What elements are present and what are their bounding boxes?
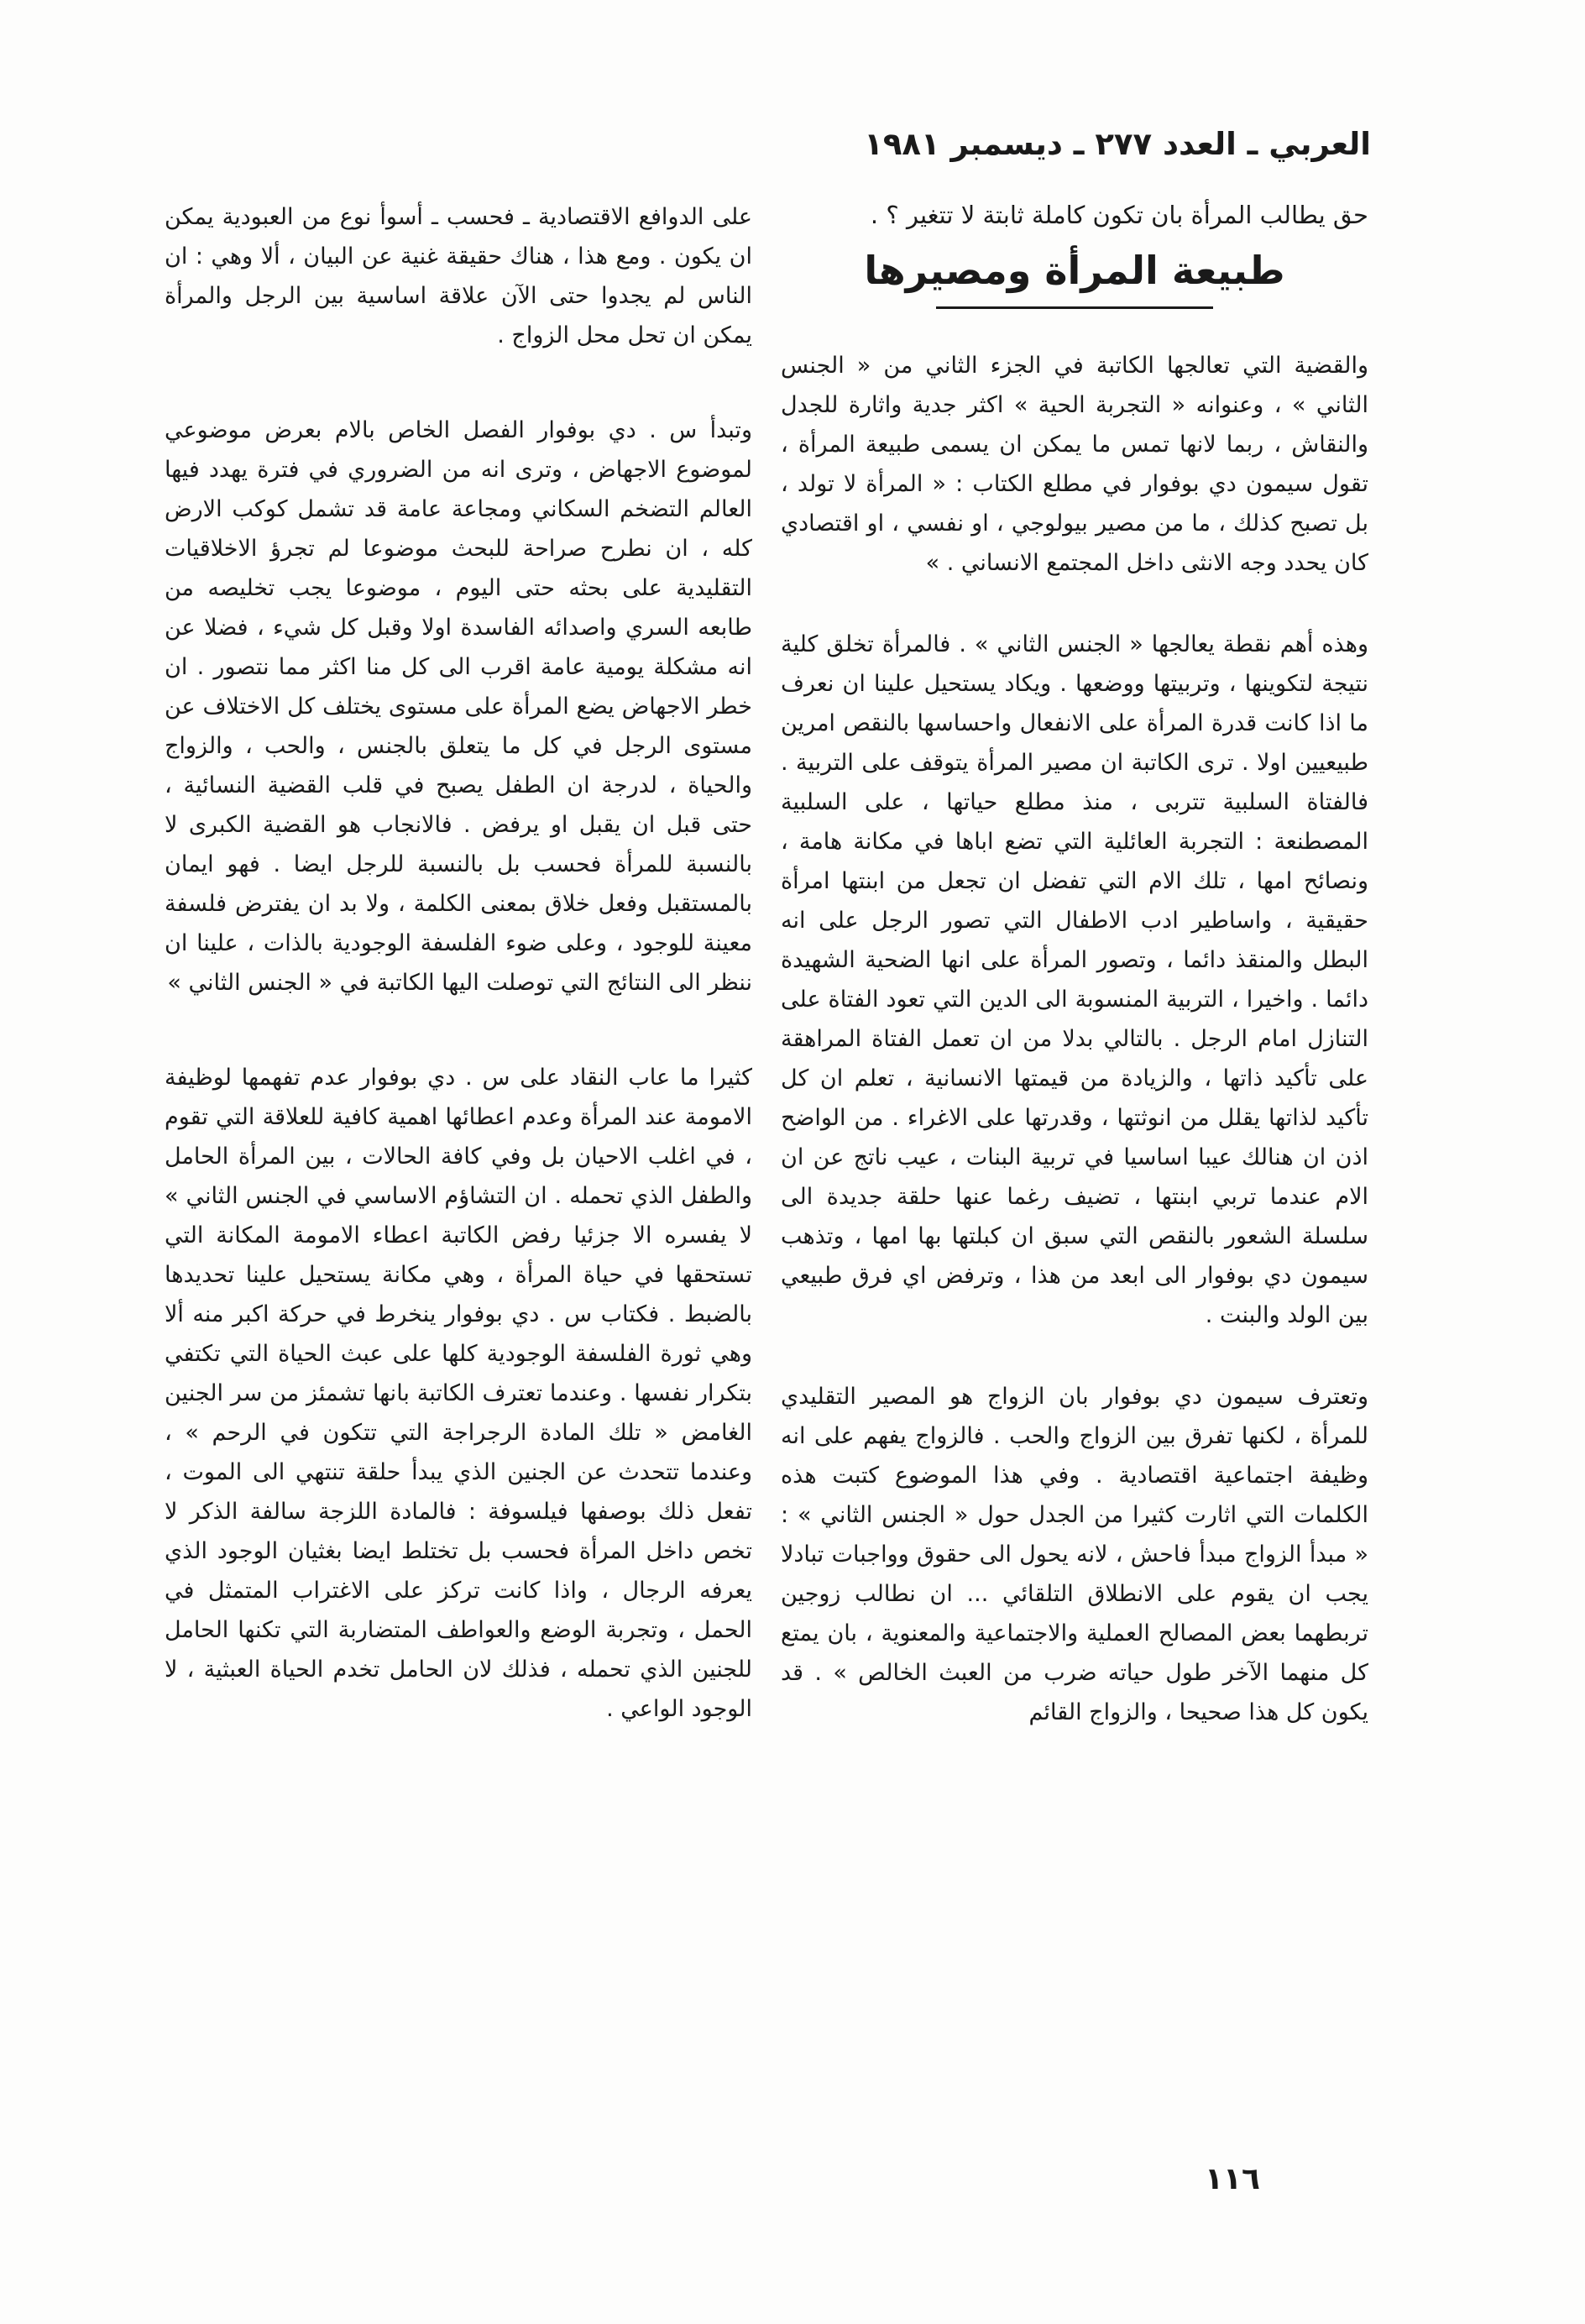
title-underline <box>936 306 1213 309</box>
paragraph: على الدوافع الاقتصادية ـ فحسب ـ أسوأ نوع من العبودية يمكن ان يكون . ومع هذا ، هناك حقيقة غنية عن البيان ، ألا وهي : ان الناس لم يجدوا حتى الآن علاقة اساسية بين الرجل والمرأة يمكن ان تحل محل الزواج . <box>165 204 752 348</box>
left-column <box>165 197 752 1784</box>
page-number: ١١٦ <box>1205 2162 1260 2196</box>
paragraph: وهذه أهم نقطة يعالجها « الجنس الثاني » . فالمرأة تخلق كلية نتيجة لتكوينها ، وتربيتها ووضعها . ويكاد يستحيل علينا ان نعرف ما اذا كانت قدرة المرأة على الانفعال واحساسها بالنقص امرين طبيعيين اولا . ترى الكاتبة ان مصير المرأة يتوقف على التربية . فالفتاة السلبية تتربى ، منذ مطلع حياتها ، على السلبية المصطنعة : التجربة العائلية التي تضع اباها في مكانة هامة ، ونصائح امها ، تلك الام التي تفضل ان تجعل من ابنتها امرأة حقيقية ، واساطير ادب الاطفال التي تصور الرجل على انه البطل والمنقذ دائما ، وتصور المرأة على انها الضحية الشهيدة دائما . واخيرا ، التربية المنسوبة الى الدين التي تعود الفتاة على التنازل امام الرجل . بالتالي بدلا من ان تعمل الفتاة المراهقة على تأكيد ذاتها ، والزيادة من قيمتها الانسانية ، تعلم ان كل تأكيد لذاتها يقلل من انوثتها ، وقدرتها على الاغراء . من الواضح اذن ان هنالك عيبا اساسيا في تربية البنات ، عيب ناتج عن ان الام عندما تربي ابنتها ، تضيف رغما عنها حلقة جديدة الى سلسلة الشعور بالنقص التي سبق ان كبلتها بها امها ، وتذهب سيمون دي بوفوار الى ابعد من هذا ، وترفض اي فرق طبيعي بين الولد والبنت . <box>781 631 1368 1328</box>
column-intro-line: حق يطالب المرأة بان تكون كاملة ثابتة لا تتغير ؟ . <box>870 201 1368 229</box>
right-column <box>781 197 1368 1774</box>
paragraph: وتبدأ س . دي بوفوار الفصل الخاص بالام بعرض موضوعي لموضوع الاجهاض ، وترى انه من الضروري في فترة يهدد فيها العالم التضخم السكاني ومجاعة عامة قد تشمل كوكب الارض كله ، ان نطرح صراحة للبحث موضوعا لم تجرؤ الاخلاقيات التقليدية على بحثه حتى اليوم ، موضوعا يجب تخليصه من طابعه السري واصدائه الفاسدة اولا وقبل كل شيء ، فضلا عن انه مشكلة يومية عامة اقرب الى كل منا اكثر مما نتصور . ان خطر الاجهاض يضع المرأة على مستوى يختلف كل الاختلاف عن مستوى الرجل في كل ما يتعلق بالجنس ، والحب ، والزواج والحياة ، لدرجة ان الطفل يصبح في قلب القضية النسائية ، حتى قبل ان يقبل او يرفض . فالانجاب هو القضية الكبرى لا بالنسبة للمرأة فحسب بل بالنسبة للرجل ايضا . فهو ايمان بالمستقبل وفعل خلاق بمعنى الكلمة ، ولا بد ان يفترض فلسفة معينة للوجود ، وعلى ضوء الفلسفة الوجودية بالذات ، علينا ان ننظر الى النتائج التي توصلت اليها الكاتبة في « الجنس الثاني » <box>165 417 752 996</box>
section-title: طبيعة المرأة ومصيرها <box>864 248 1285 293</box>
paragraph: وتعترف سيمون دي بوفوار بان الزواج هو المصير التقليدي للمرأة ، لكنها تفرق بين الزواج والحب . فالزواج يفهم على انه وظيفة اجتماعية اقتصادية . وفي هذا الموضوع كتبت هذه الكلمات التي اثارت كثيرا من الجدل حول « الجنس الثاني » : « مبدأ الزواج مبدأ فاحش ، لانه يحول الى حقوق وواجبات تبادلا يجب ان يقوم على الانطلاق التلقائي ... ان نطالب زوجين تربطهما بعض المصالح العملية والاجتماعية والمعنوية ، بان يمتع كل منهما الآخر طول حياته ضرب من العبث الخالص » . قد يكون كل هذا صحيحا ، والزواج القائم <box>781 1384 1368 1725</box>
paragraph: كثيرا ما عاب النقاد على س . دي بوفوار عدم تفهمها لوظيفة الامومة عند المرأة وعدم اعطائها اهمية كافية للعلاقة التي تقوم ، في اغلب الاحيان بل وفي كافة الحالات ، بين المرأة الحامل والطفل الذي تحمله . ان التشاؤم الاساسي في الجنس الثاني » لا يفسره الا جزئيا رفض الكاتبة اعطاء الامومة المكانة التي تستحقها في حياة المرأة ، وهي مكانة يستحيل علينا تحديدها بالضبط . فكتاب س . دي بوفوار ينخرط في حركة اكبر منه ألا وهي ثورة الفلسفة الوجودية كلها على عبث الحياة التي تكتفي بتكرار نفسها . وعندما تعترف الكاتبة بانها تشمئز من سر الجنين الغامض « تلك المادة الرجراجة التي تتكون في الرحم » ، وعندما تتحدث عن الجنين الذي يبدأ حلقة تنتهي الى الموت ، تفعل ذلك بوصفها فيلسوفة : فالمادة اللزجة سالفة الذكر لا تخص داخل المرأة فحسب بل تختلط ايضا بغثيان الوجود الذي يعرفه الرجال ، واذا كانت تركز على الاغتراب المتمثل في الحمل ، وتجربة الوضع والعواطف المتضاربة التي تكنها الحامل للجنين الذي تحمله ، فذلك لان الحامل تخدم الحياة العبثية ، لا الوجود الواعي . <box>165 1065 752 1722</box>
running-header: العربي ـ العدد ٢٧٧ ـ ديسمبر ١٩٨١ <box>864 126 1371 162</box>
paragraph: والقضية التي تعالجها الكاتبة في الجزء الثاني من « الجنس الثاني » ، وعنوانه « التجربة الحية » اكثر جدية واثارة للجدل والنقاش ، ربما لانها تمس ما يمكن ان يسمى طبيعة المرأة ، تقول سيمون دي بوفوار في مطلع الكتاب : « المرأة لا تولد ، بل تصبح كذلك ، ما من مصير بيولوجي ، او نفسي ، او اقتصادي كان يحدد وجه الانثى داخل المجتمع الانساني . » <box>781 353 1368 576</box>
